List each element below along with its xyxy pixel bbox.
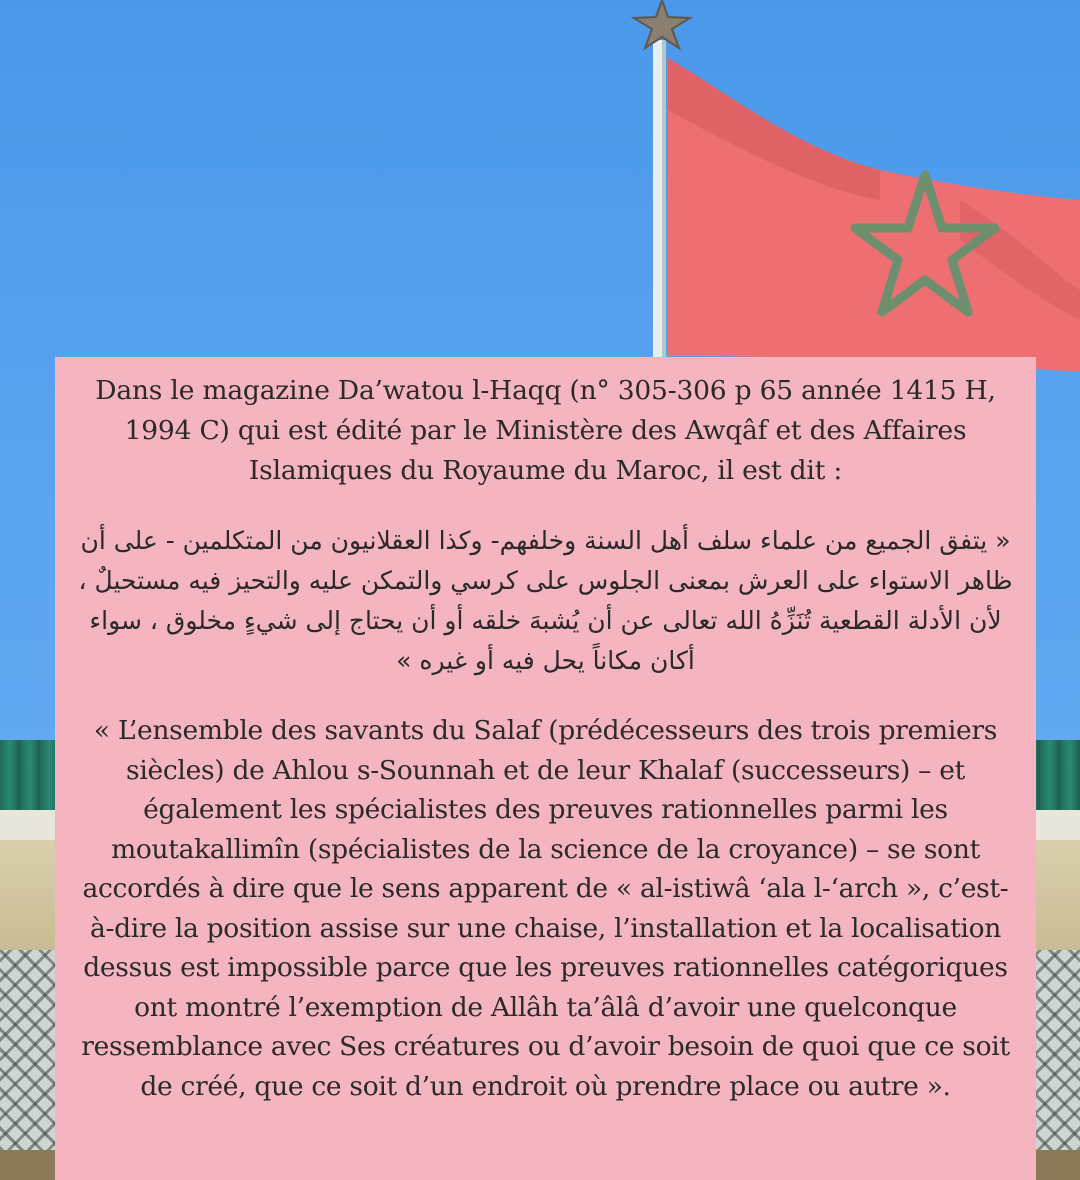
intro-paragraph: Dans le magazine Da’watou l-Haqq (n° 305-306 p 65 année 1415 H, 1994 C) qui est édité par le Ministère des Awqâf et des Affaires Islamiques du Royaume du Maroc, il est dit : (95, 375, 996, 486)
flag-pole-shade (662, 40, 666, 370)
arabic-quote: « يتفق الجميع من علماء سلف أهل السنة وخلفهم- وكذا العقلانيون من المتكلمين - على أن ظاهر الاستواء على العرش بمعنى الجلوس على كرسي والتمكن عليه والتحيز فيه مستحيلٌ ، لأن الأدلة القطعية تُنَزِّهُ الله تعالى عن أن يُشبهَ خلقه أو أن يحتاج إلى شيءٍ مخلوق ، سواء أكان مكاناً يحل فيه أو غيره » (78, 526, 1013, 675)
french-translation: « L’ensemble des savants du Salaf (prédécesseurs des trois premiers siècles) de Ahlou s-Sounnah et de leur Khalaf (successeurs) – et également les spécialistes des preuves rationnelles parmi les moutakallimîn (spécialistes de la science de la croyance) – se sont accordés à dire que le sens apparent de « al-istiwâ ‘ala l-‘arch », c’est-à-dire la position assise sur une chaise, l’installation et la localisation dessus est impossible parce que les preuves rationnelles catégoriques ont montré l’exemption de Allâh ta’âlâ d’avoir une quelconque ressemblance avec Ses créatures ou d’avoir besoin de quoi que ce soit de créé, que ce soit d’un endroit où prendre place ou autre ». (81, 715, 1010, 1102)
text-card (55, 357, 1036, 1180)
